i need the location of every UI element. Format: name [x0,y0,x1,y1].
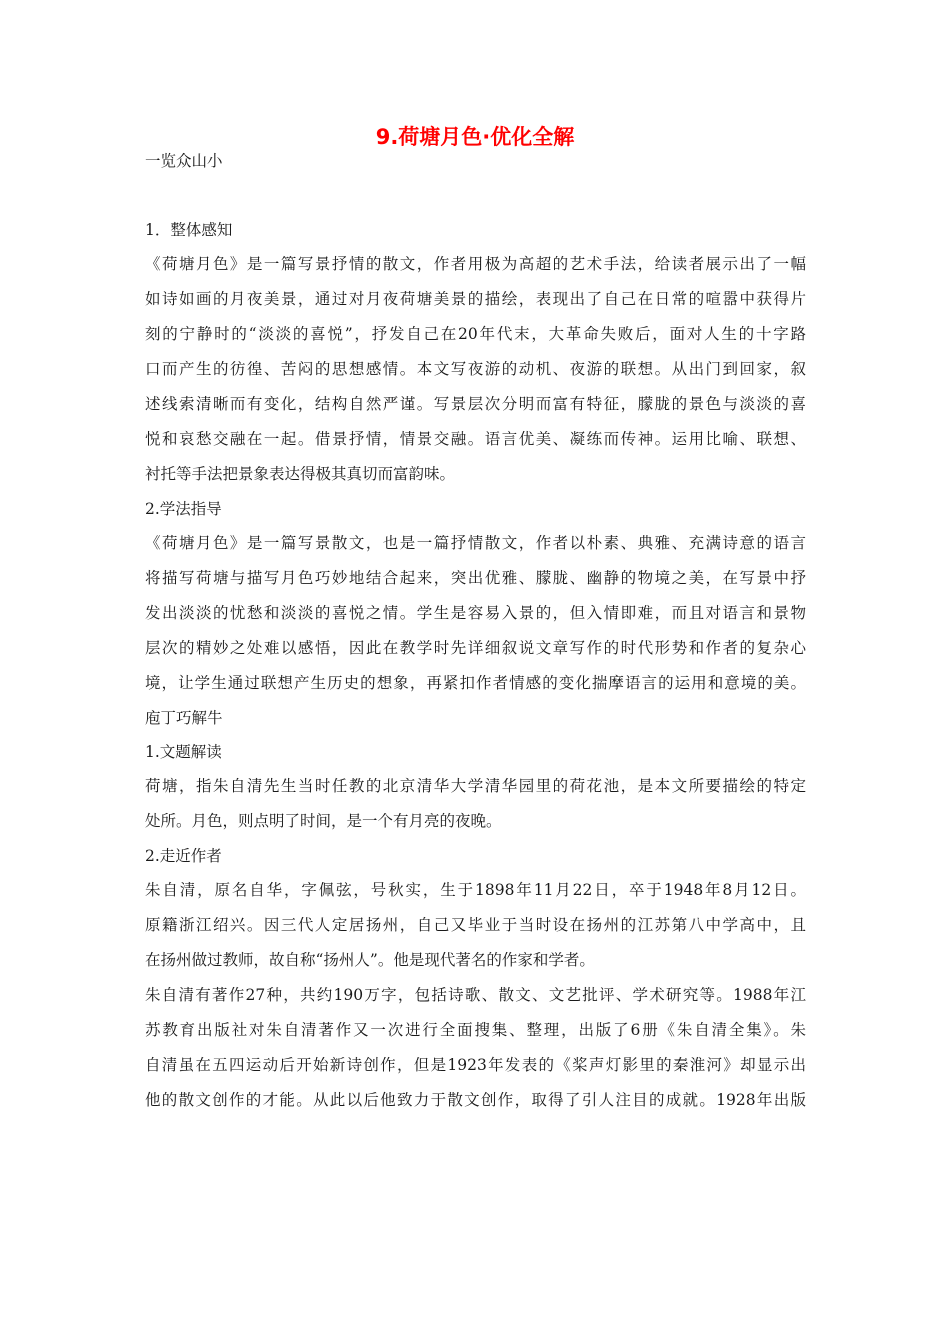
paragraph-line: 在扬州做过教师，故自称“扬州人”。他是现代著名的作家和学者。 [145,951,595,969]
paragraph-study-guide [145,526,806,701]
paragraph-line: 述线索清晰而有变化，结构自然严谨。写景层次分明而富有特征，朦胧的景色与淡淡的喜 [145,395,806,413]
paragraph-author-bio [145,873,806,978]
paragraph-line: 荷塘，指朱自清先生当时任教的北京清华大学清华园里的荷花池，是本文所要描绘的特定 [145,777,806,795]
subheading-study-guide: 2.学法指导 [145,500,222,518]
paragraph-line: 自清虽在五四运动后开始新诗创作，但是1923年发表的《桨声灯影里的秦淮河》却显示出 [145,1056,806,1074]
document-body [145,150,806,1118]
paragraph-line: 发出淡淡的忧愁和淡淡的喜悦之情。学生是容易入景的，但入情即难，而且对语言和景物 [145,604,806,622]
paragraph-line: 《荷塘月色》是一篇写景抒情的散文，作者用极为高超的艺术手法，给读者展示出了一幅 [145,255,806,273]
paragraph-line: 苏教育出版社对朱自清著作又一次进行全面搜集、整理，出版了6册《朱自清全集》。朱 [145,1021,806,1039]
paragraph-line: 朱自清，原名自华，字佩弦，号秋实，生于1898年11月22日，卒于1948年8月12日。 [145,881,806,899]
paragraph-line: 处所。月色，则点明了时间，是一个有月亮的夜晚。 [145,812,502,830]
paragraph-overall-perception [145,247,806,492]
paragraph-line: 《荷塘月色》是一篇写景散文，也是一篇抒情散文，作者以朴素、典雅、充满诗意的语言 [145,534,806,552]
paragraph-line: 他的散文创作的才能。从此以后他致力于散文创作，取得了引人注目的成就。1928年出版 [145,1091,806,1109]
paragraph-line: 境，让学生通过联想产生历史的想象，再紧扣作者情感的变化揣摩语言的运用和意境的美。 [145,674,806,692]
paragraph-line: 层次的精妙之处难以感悟，因此在教学时先详细叙说文章写作的时代形势和作者的复杂心 [145,639,806,657]
paragraph-line: 原籍浙江绍兴。因三代人定居扬州，自己又毕业于当时设在扬州的江苏第八中学高中，且 [145,916,806,934]
paragraph-line: 口而产生的彷徨、苦闷的思想感情。本文写夜游的动机、夜游的联想。从出门到回家，叙 [145,360,806,378]
section-heading-overview: 一览众山小 [145,152,223,170]
section-heading-analysis: 庖丁巧解牛 [145,709,223,727]
paragraph-line: 刻的宁静时的“淡淡的喜悦”，抒发自己在20年代末，大革命失败后，面对人生的十字路 [145,325,806,343]
subheading-about-author: 2.走近作者 [145,847,222,865]
paragraph-line: 如诗如画的月夜美景，通过对月夜荷塘美景的描绘，表现出了自己在日常的喧嚣中获得片 [145,290,806,308]
paragraph-line: 将描写荷塘与描写月色巧妙地结合起来，突出优雅、朦胧、幽静的物境之美，在写景中抒 [145,569,806,587]
subheading-overall-perception: 1．整体感知 [145,221,233,239]
paragraph-line: 衬托等手法把景象表达得极其真切而富韵味。 [145,465,456,483]
paragraph-line: 朱自清有著作27种，共约190万字，包括诗歌、散文、文艺批评、学术研究等。1988年江 [145,986,806,1004]
paragraph-line: 悦和哀愁交融在一起。借景抒情，情景交融。语言优美、凝练而传神。运用比喻、联想、 [145,430,806,448]
paragraph-title-interpretation [145,769,806,839]
subheading-title-interpretation: 1.文题解读 [145,743,222,761]
document-title: 9.荷塘月色·优化全解 [375,125,575,149]
paragraph-author-works [145,978,806,1118]
